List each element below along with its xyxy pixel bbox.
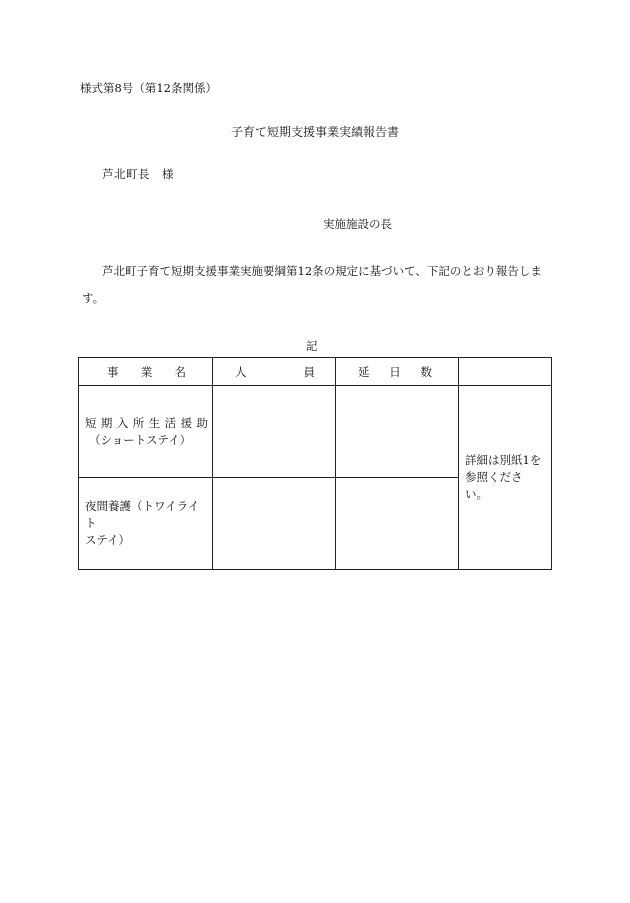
report-table [78, 357, 552, 570]
header-char: 業 [140, 364, 153, 379]
header-remarks [459, 358, 552, 386]
header-project-name [79, 358, 213, 386]
form-number: 様式第8号（第12条関係） [80, 81, 217, 95]
header-char: 数 [420, 364, 432, 379]
row-name-line-1: 短期入所生活援助 [85, 415, 208, 430]
row-name-line-2: （ショートステイ） [89, 432, 192, 447]
header-char: 日 [389, 364, 401, 379]
row-name-line-1: 夜間養護（トワイライト [85, 499, 200, 530]
body-text-line-1: 芦北町子育て短期支援事業実施要綱第12条の規定に基づいて、下記のとおり報告しま [102, 264, 542, 278]
table-header-row [79, 358, 552, 386]
remarks-line-2: 参照ください。 [465, 470, 523, 501]
document-title: 子育て短期支援事業実績報告書 [230, 125, 399, 139]
table-row [79, 386, 552, 478]
days-cell[interactable] [336, 478, 459, 570]
body-text-line-2: す。 [82, 291, 105, 305]
ki-heading: 記 [306, 339, 318, 353]
header-char: 人 [235, 364, 247, 379]
header-char: 事 [107, 364, 119, 379]
addressee: 芦北町長 様 [102, 167, 174, 181]
row-name-twilight-stay [79, 478, 213, 570]
personnel-cell[interactable] [213, 478, 336, 570]
header-char: 名 [174, 364, 186, 379]
header-char: 員 [303, 364, 315, 379]
row-name-short-stay [79, 386, 213, 478]
sender: 実施施設の長 [323, 217, 392, 231]
remarks-line-1: 詳細は別紙1を [465, 453, 542, 467]
days-cell[interactable] [336, 386, 459, 478]
header-total-days [336, 358, 459, 386]
remarks-cell [459, 386, 552, 570]
header-personnel [213, 358, 336, 386]
personnel-cell[interactable] [213, 386, 336, 478]
row-name-line-2: ステイ） [85, 533, 130, 547]
header-char: 延 [358, 364, 370, 379]
